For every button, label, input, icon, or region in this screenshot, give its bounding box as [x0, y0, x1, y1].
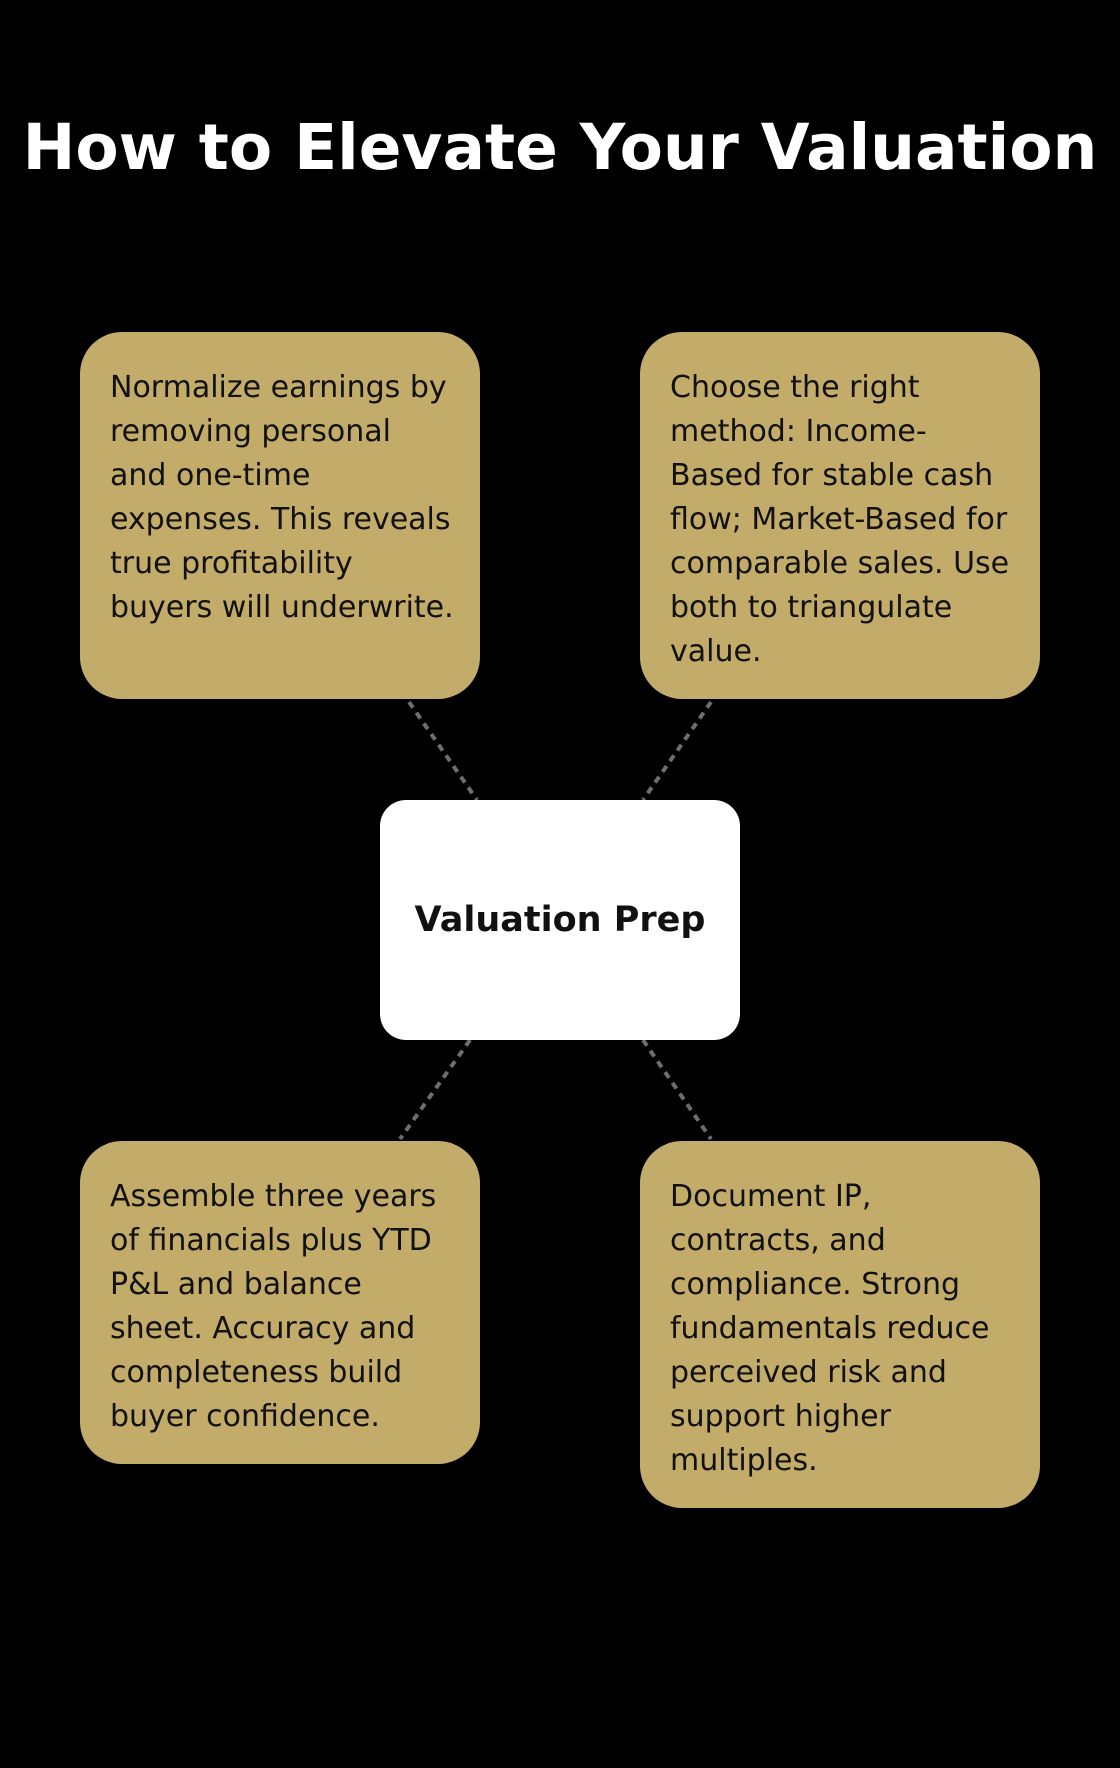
card-document-ip: [640, 1141, 1040, 1508]
card-text: Assemble three years of financials plus YTD P&L and balance sheet. Accuracy and completeness build buyer confidence.: [110, 1179, 437, 1434]
card-assemble-financials: [80, 1141, 480, 1464]
connector-bottom-right: [643, 1040, 711, 1139]
center-node-label: Valuation Prep: [414, 900, 706, 940]
page-title: How to Elevate Your Valuation: [22, 111, 1098, 184]
card-normalize-earnings: [80, 332, 480, 699]
card-choose-method: [640, 332, 1040, 699]
card-text: Normalize earnings by removing personal and one-time expenses. This reveals true profitability buyers will underwrite.: [110, 370, 454, 625]
connector-top-right: [643, 702, 711, 800]
card-text: Document IP, contracts, and compliance. Strong fundamentals reduce perceived risk and support higher multiples.: [670, 1179, 990, 1478]
connector-bottom-left: [400, 1040, 470, 1139]
center-node: [380, 800, 740, 1040]
connector-top-left: [409, 702, 477, 800]
card-text: Choose the right method: Income-Based for stable cash flow; Market-Based for comparable sales. Use both to triangulate value.: [670, 370, 1010, 669]
